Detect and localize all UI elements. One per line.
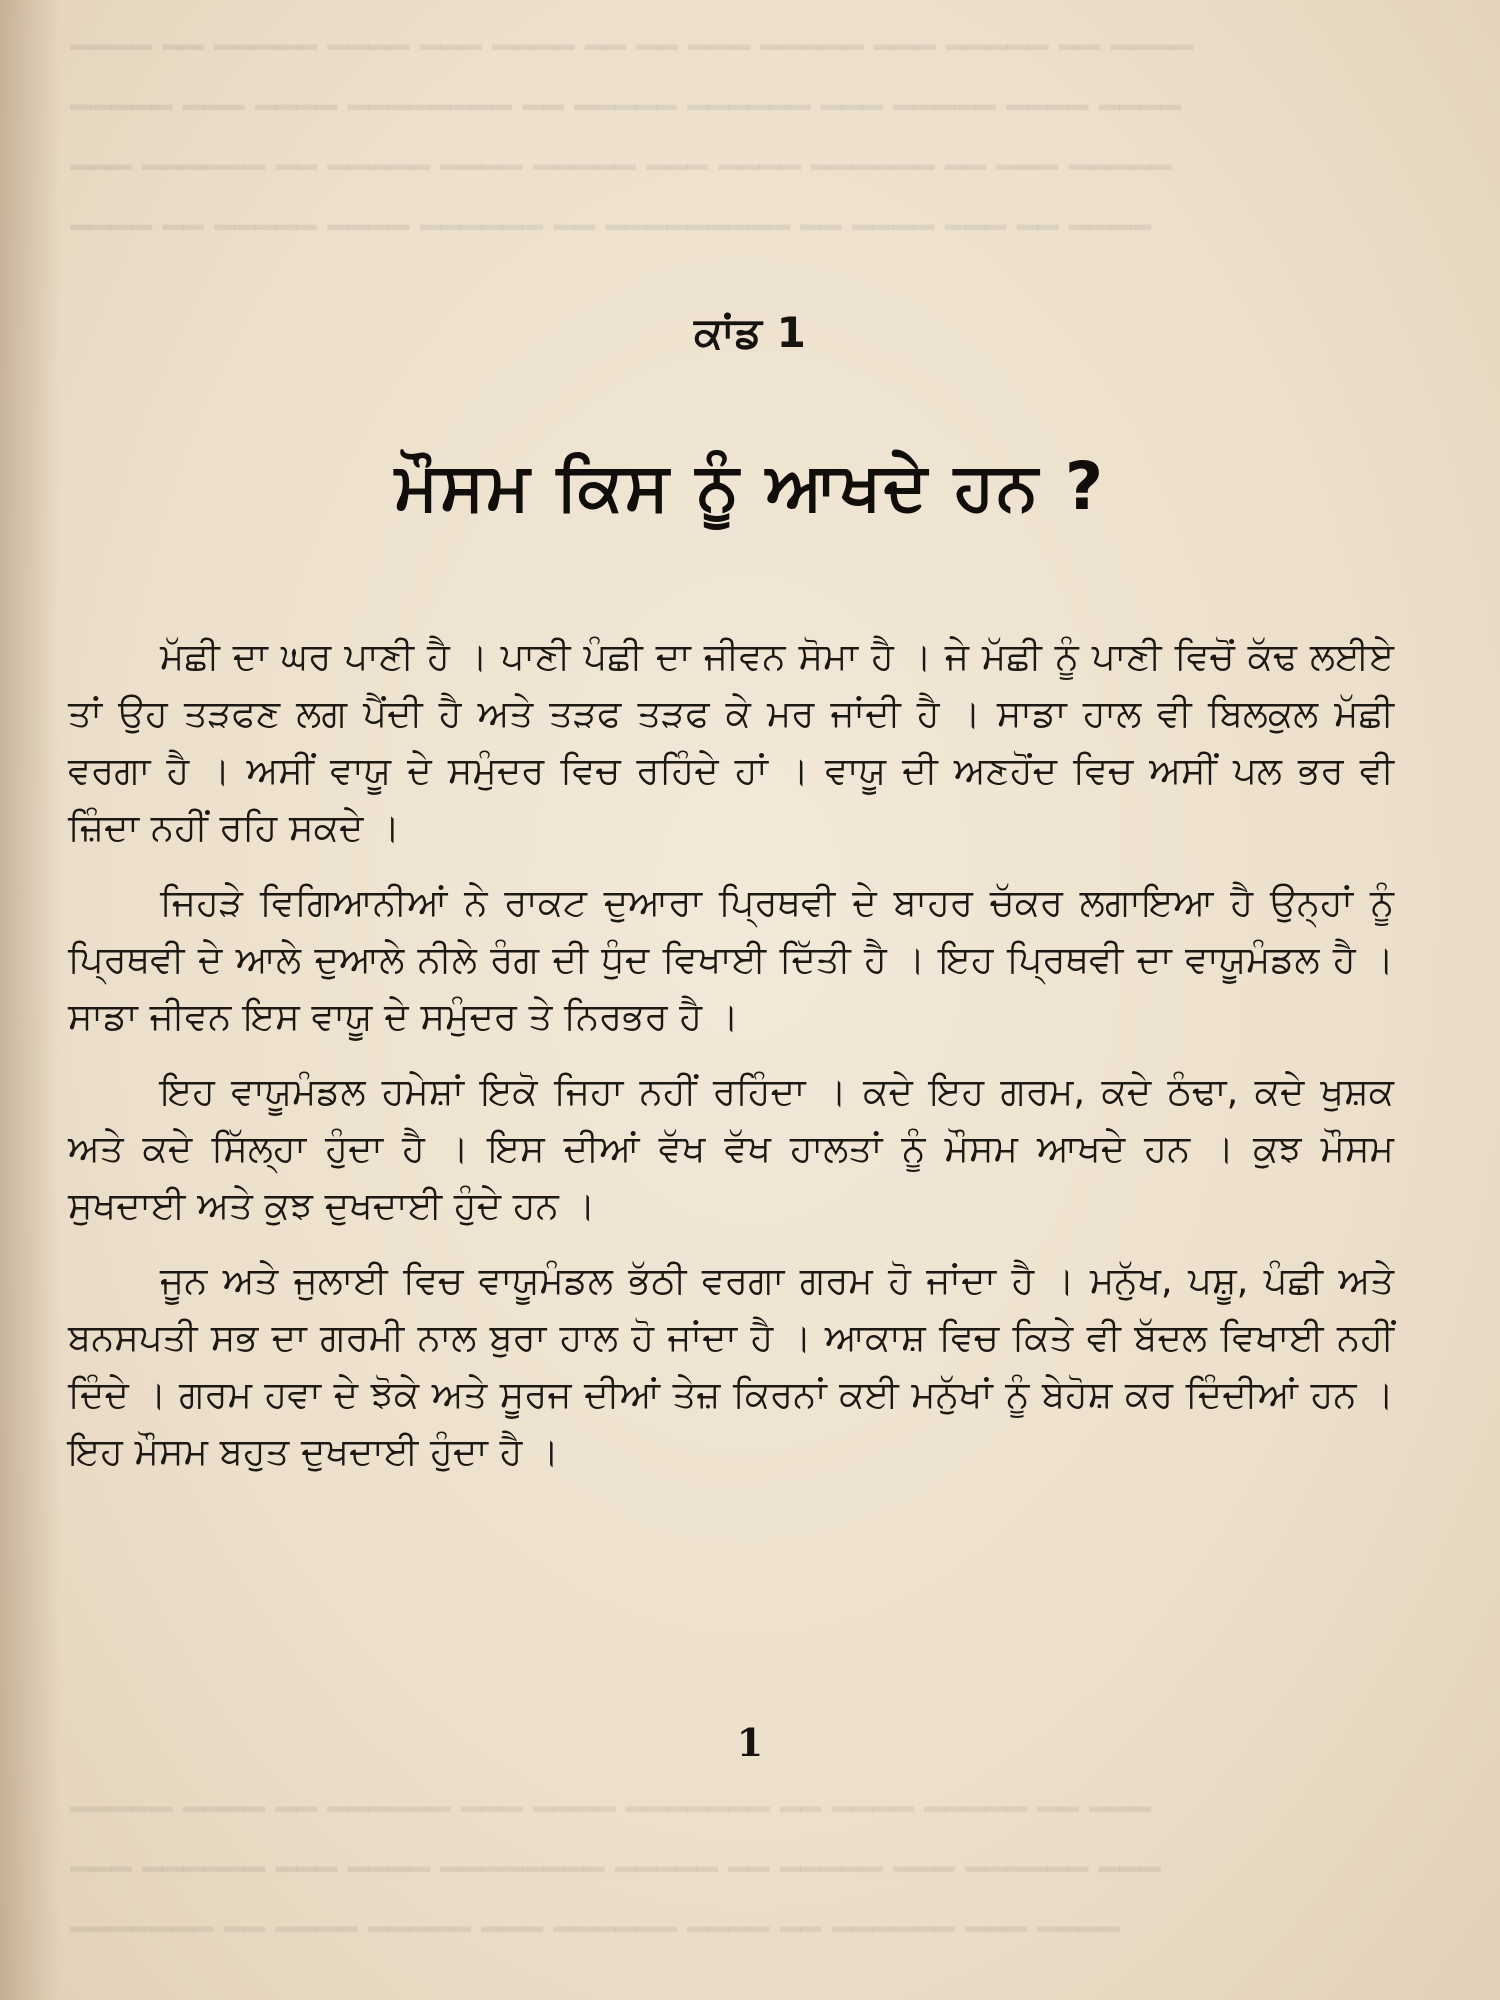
paragraph: ਮੱਛੀ ਦਾ ਘਰ ਪਾਣੀ ਹੈ । ਪਾਣੀ ਪੰਛੀ ਦਾ ਜੀਵਨ ਸੋਮਾ ਹੈ । ਜੇ ਮੱਛੀ ਨੂੰ ਪਾਣੀ ਵਿਚੋਂ ਕੱਢ ਲਈਏ ਤਾਂ ਉਹ ਤੜਫਣ ਲਗ ਪੈਂਦੀ ਹੈ ਅਤੇ ਤੜਫ ਤੜਫ ਕੇ ਮਰ ਜਾਂਦੀ ਹੈ । ਸਾਡਾ ਹਾਲ ਵੀ ਬਿਲਕੁਲ ਮੱਛੀ ਵਰਗਾ ਹੈ । ਅਸੀਂ ਵਾਯੂ ਦੇ ਸਮੁੰਦਰ ਵਿਚ ਰਹਿੰਦੇ ਹਾਂ । ਵਾਯੂ ਦੀ ਅਣਹੋਂਦ ਵਿਚ ਅਸੀਂ ਪਲ ਭਰ ਵੀ ਜ਼ਿੰਦਾ ਨਹੀਂ ਰਹਿ ਸਕਦੇ ।	[68, 635, 1394, 849]
show-through-text-bottom: ━━━━━ ━━━━ ━━ ━━━━━━ ━━━ ━━━━ ━━━━━━━ ━━ ━━━━ ━━━━━ ━━ ━━━ ━━━ ━━━━━━ ━━━ ━━━━ ━━━━━━━━ ━━━━━ ━━ ━━━━━ ━━━ ━━━━━━ ━━━ ━━━━━━━ ━━ ━━━━ ━━━━━ ━━━ ━━━━━━ ━━━━ ━━ ━━━━━━ ━━━ ━━━━	[70, 1790, 1161, 1950]
chapter-label: ਕਾਂਡ 1	[694, 308, 806, 357]
spine-shadow	[0, 0, 60, 2000]
show-through-text-top: ━━━━ ━━ ━━━━━ ━━━━ ━━━ ━━━━ ━━ ━━ ━━━ ━━━━━ ━━━ ━━━━━ ━━ ━━━━ ━━━━━ ━━━ ━━━━ ━━━━━━━━ ━━ ━━━━━ ━━━━━━ ━━━ ━━━━━ ━━━━ ━━━━ ━━━ ━━━━━━ ━━ ━━━━━ ━━━━ ━━━━━ ━━━ ━━━━ ━━━━━━ ━━ ━━━ ━━━━━ ━━━━ ━━ ━━━━━ ━━━━ ━━━━━━ ━━ ━━━━━━━━━ ━━ ━━━━ ━━━ ━━ ━━━━	[70, 28, 1194, 248]
body-text	[68, 628, 1394, 1498]
paragraph: ਇਹ ਵਾਯੂਮੰਡਲ ਹਮੇਸ਼ਾਂ ਇਕੋ ਜਿਹਾ ਨਹੀਂ ਰਹਿੰਦਾ । ਕਦੇ ਇਹ ਗਰਮ, ਕਦੇ ਠੰਢਾ, ਕਦੇ ਖੁਸ਼ਕ ਅਤੇ ਕਦੇ ਸਿੱਲ੍ਹਾ ਹੁੰਦਾ ਹੈ । ਇਸ ਦੀਆਂ ਵੱਖ ਵੱਖ ਹਾਲਤਾਂ ਨੂੰ ਮੌਸਮ ਆਖਦੇ ਹਨ । ਕੁਝ ਮੌਸਮ ਸੁਖਦਾਈ ਅਤੇ ਕੁਝ ਦੁਖਦਾਈ ਹੁੰਦੇ ਹਨ ।	[68, 1070, 1394, 1227]
chapter-title: ਮੌਸਮ ਕਿਸ ਨੂੰ ਆਖਦੇ ਹਨ ?	[394, 448, 1106, 525]
paragraph: ਜੂਨ ਅਤੇ ਜੁਲਾਈ ਵਿਚ ਵਾਯੂਮੰਡਲ ਭੱਠੀ ਵਰਗਾ ਗਰਮ ਹੋ ਜਾਂਦਾ ਹੈ । ਮਨੁੱਖ, ਪਸ਼ੂ, ਪੰਛੀ ਅਤੇ ਬਨਸਪਤੀ ਸਭ ਦਾ ਗਰਮੀ ਨਾਲ ਬੁਰਾ ਹਾਲ ਹੋ ਜਾਂਦਾ ਹੈ । ਆਕਾਸ਼ ਵਿਚ ਕਿਤੇ ਵੀ ਬੱਦਲ ਵਿਖਾਈ ਨਹੀਂ ਦਿੰਦੇ । ਗਰਮ ਹਵਾ ਦੇ ਝੋਕੇ ਅਤੇ ਸੂਰਜ ਦੀਆਂ ਤੇਜ਼ ਕਿਰਨਾਂ ਕਈ ਮਨੁੱਖਾਂ ਨੂੰ ਬੇਹੋਸ਼ ਕਰ ਦਿੰਦੀਆਂ ਹਨ । ਇਹ ਮੌਸਮ ਬਹੁਤ ਦੁਖਦਾਈ ਹੁੰਦਾ ਹੈ ।	[68, 1259, 1394, 1473]
paragraph: ਜਿਹੜੇ ਵਿਗਿਆਨੀਆਂ ਨੇ ਰਾਕਟ ਦੁਆਰਾ ਪ੍ਰਿਥਵੀ ਦੇ ਬਾਹਰ ਚੱਕਰ ਲਗਾਇਆ ਹੈ ਉਨ੍ਹਾਂ ਨੂੰ ਪ੍ਰਿਥਵੀ ਦੇ ਆਲੇ ਦੁਆਲੇ ਨੀਲੇ ਰੰਗ ਦੀ ਧੁੰਦ ਵਿਖਾਈ ਦਿੱਤੀ ਹੈ । ਇਹ ਪ੍ਰਿਥਵੀ ਦਾ ਵਾਯੂਮੰਡਲ ਹੈ । ਸਾਡਾ ਜੀਵਨ ਇਸ ਵਾਯੂ ਦੇ ਸਮੁੰਦਰ ਤੇ ਨਿਰਭਰ ਹੈ ।	[68, 881, 1394, 1038]
page-number: 1	[736, 1720, 764, 1765]
